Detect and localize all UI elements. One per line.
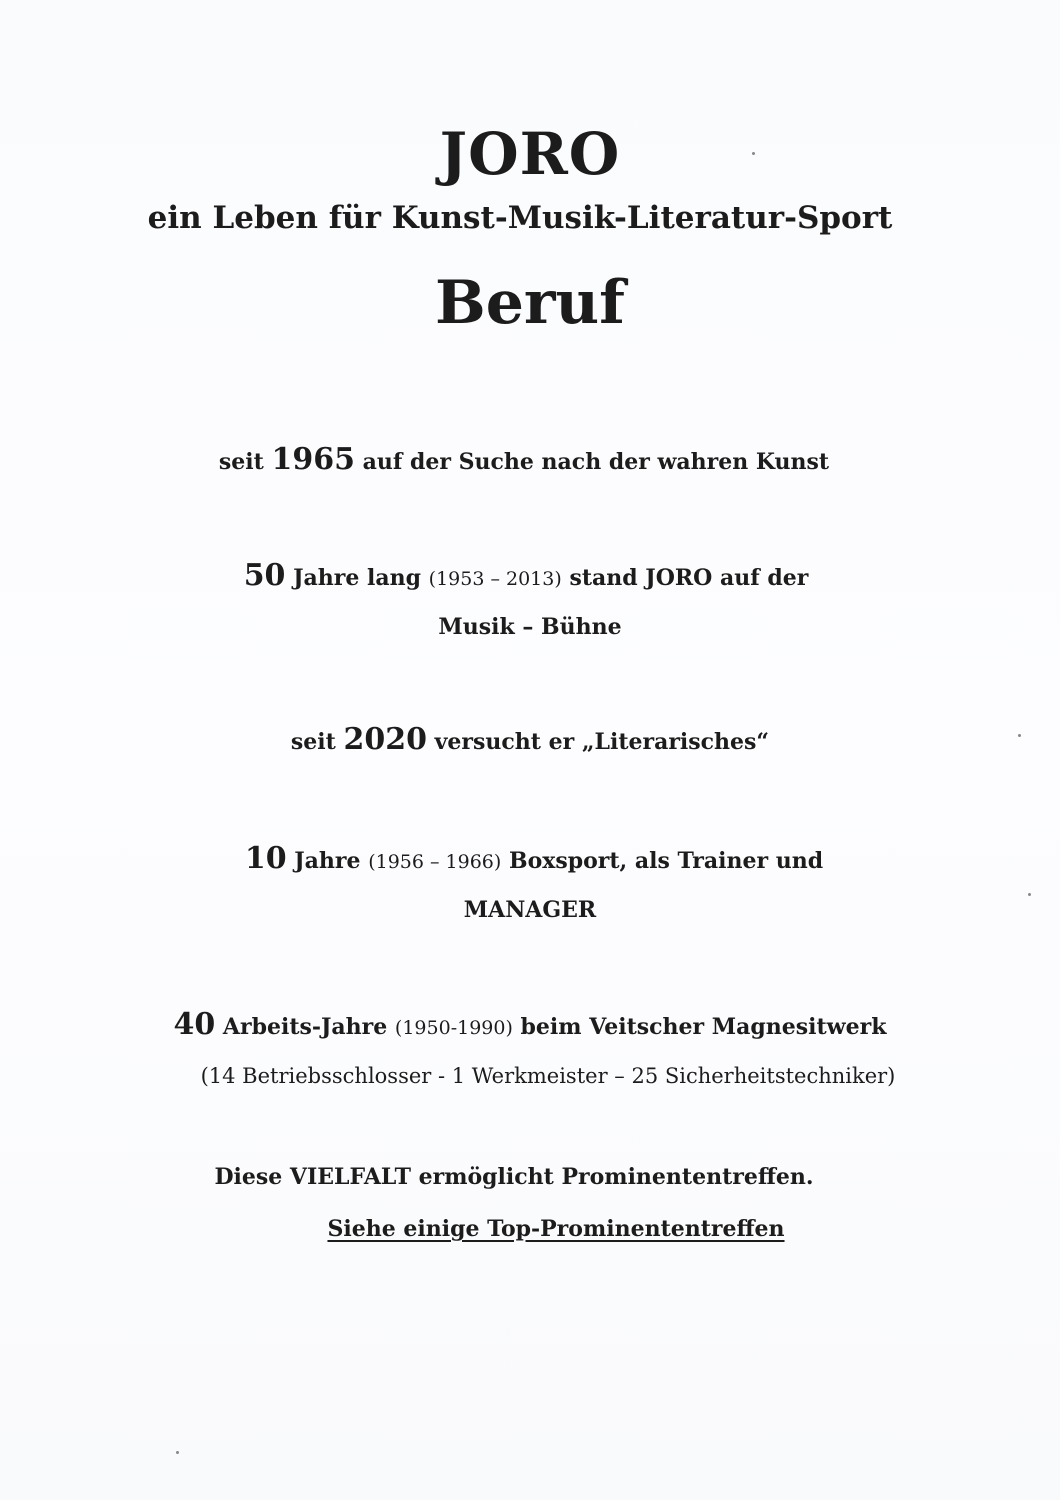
literature-year: 2020 — [343, 722, 427, 757]
prominent-meetings-link-wrapper — [26, 1216, 1060, 1242]
section-heading: Beruf — [435, 268, 625, 338]
music-range: (1953 – 2013) — [428, 568, 562, 590]
art-suffix: auf der Suche nach der wahren Kunst — [354, 449, 830, 475]
paper-speck — [1018, 734, 1021, 737]
sport-years-count: 10 — [244, 841, 287, 876]
literature-entry — [0, 722, 1060, 757]
music-text-b: stand JORO auf der — [561, 565, 809, 591]
music-entry — [0, 558, 1056, 593]
literature-prefix: seit — [290, 729, 344, 755]
work-entry — [0, 1007, 1060, 1042]
sport-entry-line2: MANAGER — [463, 897, 597, 923]
music-text-a: Jahre lang — [285, 565, 429, 591]
sport-entry — [4, 841, 1060, 876]
art-prefix: seit — [218, 449, 272, 475]
work-range: (1950-1990) — [394, 1017, 513, 1039]
sport-text-b: Boxsport, als Trainer und — [501, 848, 824, 874]
work-text-a: Arbeits-Jahre — [215, 1014, 395, 1040]
literature-suffix: versucht er „Literarisches“ — [426, 729, 770, 755]
document-title: JORO — [439, 120, 621, 188]
work-detail: (14 Betriebsschlosser - 1 Werkmeister – 25 Sicherheitstechniker) — [200, 1064, 896, 1088]
music-entry-line2: Musik – Bühne — [438, 614, 622, 640]
closing-statement: Diese VIELFALT ermöglicht Prominententreffen. — [214, 1164, 814, 1190]
music-years-count: 50 — [243, 558, 286, 593]
art-year: 1965 — [271, 442, 355, 477]
document-subtitle: ein Leben für Kunst-Musik-Literatur-Sport — [147, 200, 893, 236]
prominent-meetings-link[interactable]: Siehe einige Top-Prominententreffen — [327, 1216, 785, 1242]
work-text-b: beim Veitscher Magnesitwerk — [512, 1014, 887, 1040]
paper-speck — [176, 1451, 179, 1454]
sport-range: (1956 – 1966) — [368, 851, 502, 873]
sport-text-a: Jahre — [286, 848, 369, 874]
work-years-count: 40 — [173, 1007, 216, 1042]
paper-speck — [1028, 893, 1031, 896]
art-entry — [0, 442, 1054, 477]
paper-speck — [752, 152, 755, 155]
